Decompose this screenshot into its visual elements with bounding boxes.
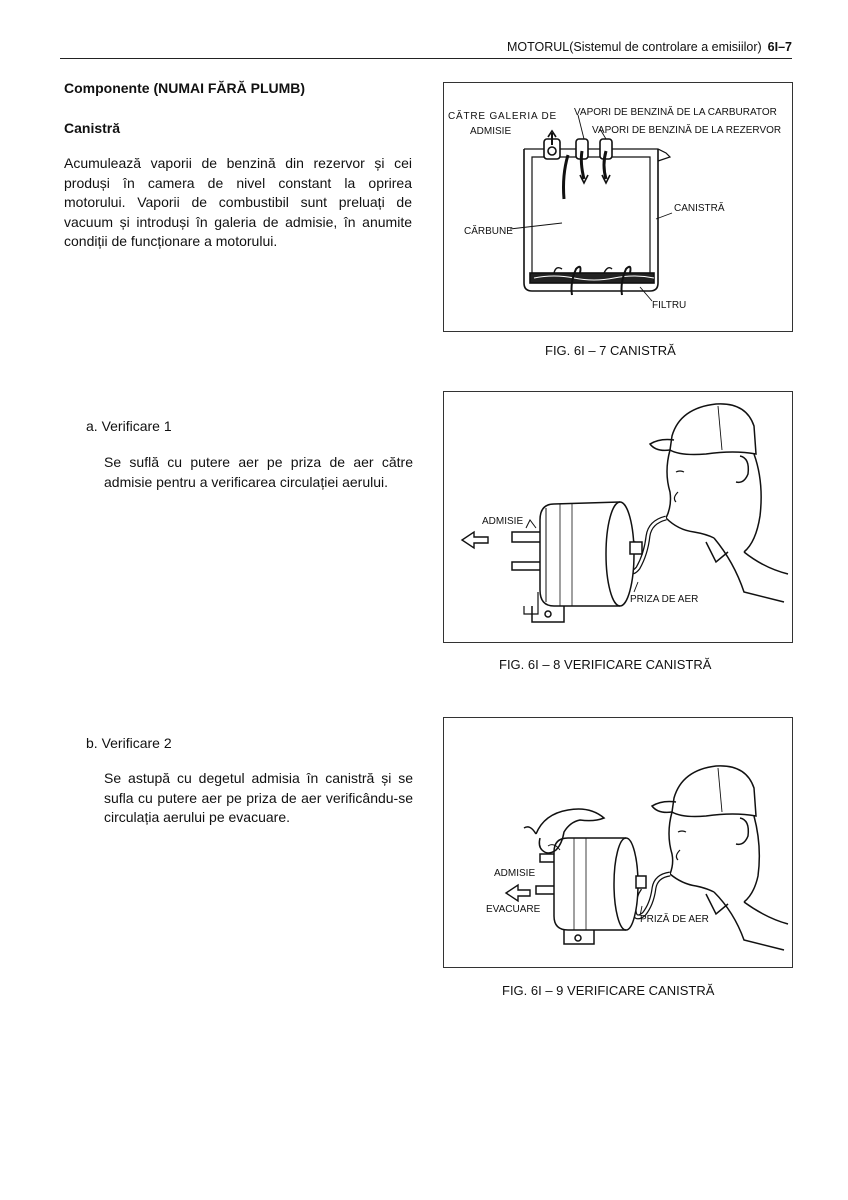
label-air-port: PRIZĂ DE AER (640, 914, 709, 925)
canister-description: Acumulează vaporii de benzină din rezervor și cei produși în camera de nivel constant la oprirea motorului. Vaporii de combustibil sunt preluați de vacuum și introduși în galeria de admisie, în anumite condiții de funcționare a motorului. (64, 155, 412, 249)
header-section-title: MOTORUL(Sistemul de controlare a emisiilor) (506, 40, 762, 54)
label-to-intake-line2: ADMISIE (470, 126, 512, 137)
label-charcoal: CĂRBUNE (464, 226, 513, 237)
figure-check2-caption: FIG. 6I – 9 VERIFICARE CANISTRĂ (502, 983, 715, 998)
label-to-intake-line1: CĂTRE GALERIA DE (448, 111, 557, 122)
label-canister: CANISTRĂ (674, 203, 725, 214)
check1-text: Se suflă cu putere aer pe priza de aer către admisie pentru a verificarea circulației aerului. (104, 454, 413, 490)
figure-canister-caption: FIG. 6I – 7 CANISTRĂ (545, 343, 676, 358)
canister-heading: Canistră (64, 120, 121, 136)
label-intake: ADMISIE (494, 868, 536, 879)
figure-check2 (443, 717, 793, 968)
check2-text: Se astupă cu degetul admisia în canistră și se sufla cu putere aer pe priza de aer verificându-se circulația aerului pe evacuare. (104, 770, 413, 825)
check2-title: b. Verificare 2 (86, 735, 172, 751)
label-vapor-carburetor: VAPORI DE BENZINĂ DE LA CARBURATOR (574, 107, 777, 118)
label-air-port: PRIZA DE AER (630, 594, 699, 605)
label-filter: FILTRU (652, 300, 687, 311)
components-heading: Componente (NUMAI FĂRĂ PLUMB) (64, 80, 306, 96)
page-header (60, 36, 792, 59)
header-text (507, 40, 792, 54)
check1-title: a. Verificare 1 (86, 418, 172, 434)
label-exhaust: EVACUARE (486, 904, 541, 915)
label-vapor-tank: VAPORI DE BENZINĂ DE LA REZERVOR (592, 125, 782, 136)
figure-canister (443, 82, 793, 332)
figure-check1 (443, 391, 793, 643)
label-intake: ADMISIE (482, 516, 524, 527)
check2-illustration (444, 718, 792, 967)
figure-check1-caption: FIG. 6I – 8 VERIFICARE CANISTRĂ (499, 657, 712, 672)
page-number: 6I–7 (767, 40, 792, 54)
